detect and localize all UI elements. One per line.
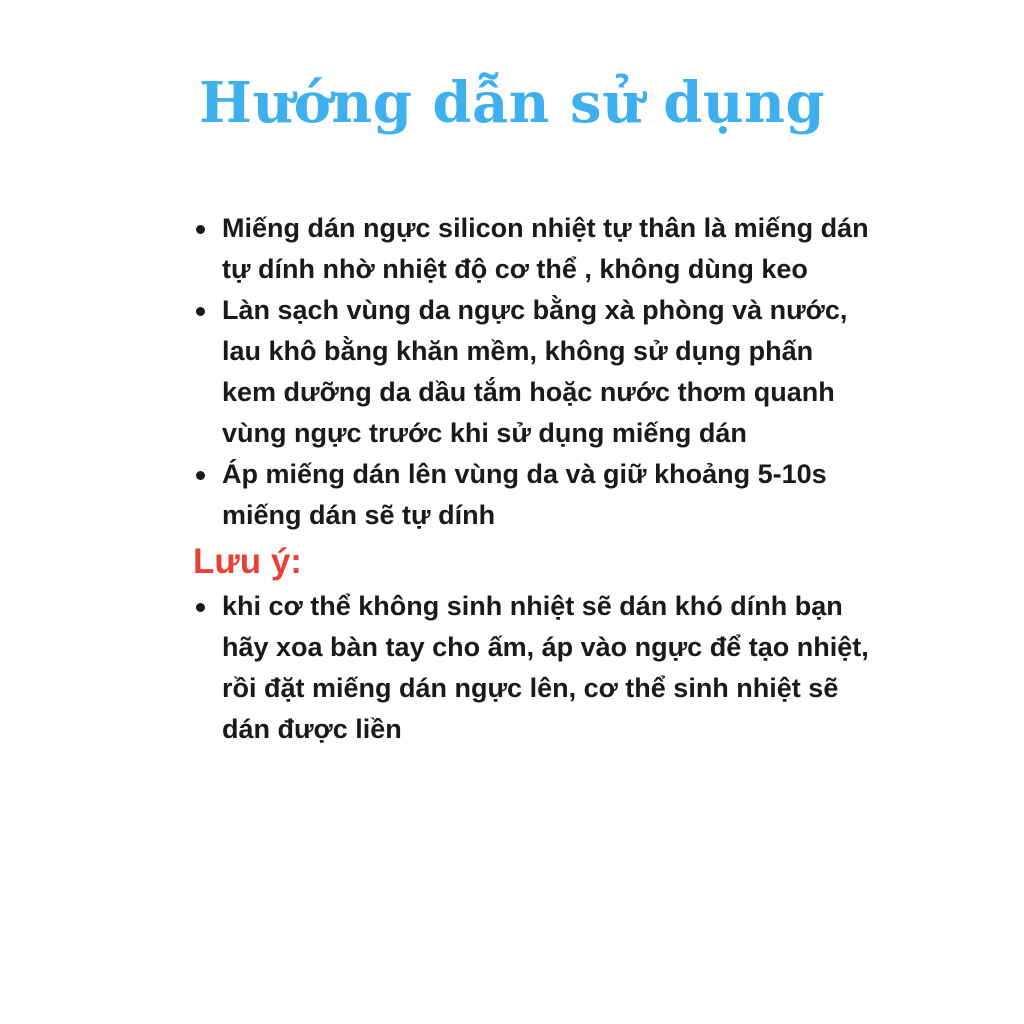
bullet-dot-icon [196, 307, 205, 316]
instructions-list [193, 208, 873, 536]
instruction-text: Miếng dán ngực silicon nhiệt tự thân là miếng dán tự dính nhờ nhiệt độ cơ thể , không dùng keo [222, 213, 869, 284]
note-text: khi cơ thể không sinh nhiệt sẽ dán khó dính bạn hãy xoa bàn tay cho ấm, áp vào ngực để tạo nhiệt, rồi đặt miếng dán ngực lên, cơ thể sinh nhiệt sẽ dán được liền [222, 591, 869, 744]
list-item [193, 290, 873, 454]
instruction-text: Áp miếng dán lên vùng da và giữ khoảng 5-10s miếng dán sẽ tự dính [222, 459, 827, 530]
page-title: Hướng dẫn sử dụng [199, 70, 825, 136]
notes-list [193, 586, 873, 750]
list-item [193, 454, 873, 536]
bullet-dot-icon [196, 225, 205, 234]
instructions-content [193, 208, 873, 750]
list-item [193, 586, 873, 750]
note-heading: Lưu ý: [193, 542, 302, 581]
instruction-text: Làn sạch vùng da ngực bằng xà phòng và nước, lau khô bằng khăn mềm, không sử dụng phấn kem dưỡng da dầu tắm hoặc nước thơm quanh vùng ngực trước khi sử dụng miếng dán [222, 295, 848, 448]
list-item [193, 208, 873, 290]
bullet-dot-icon [196, 471, 205, 480]
bullet-dot-icon [196, 603, 205, 612]
